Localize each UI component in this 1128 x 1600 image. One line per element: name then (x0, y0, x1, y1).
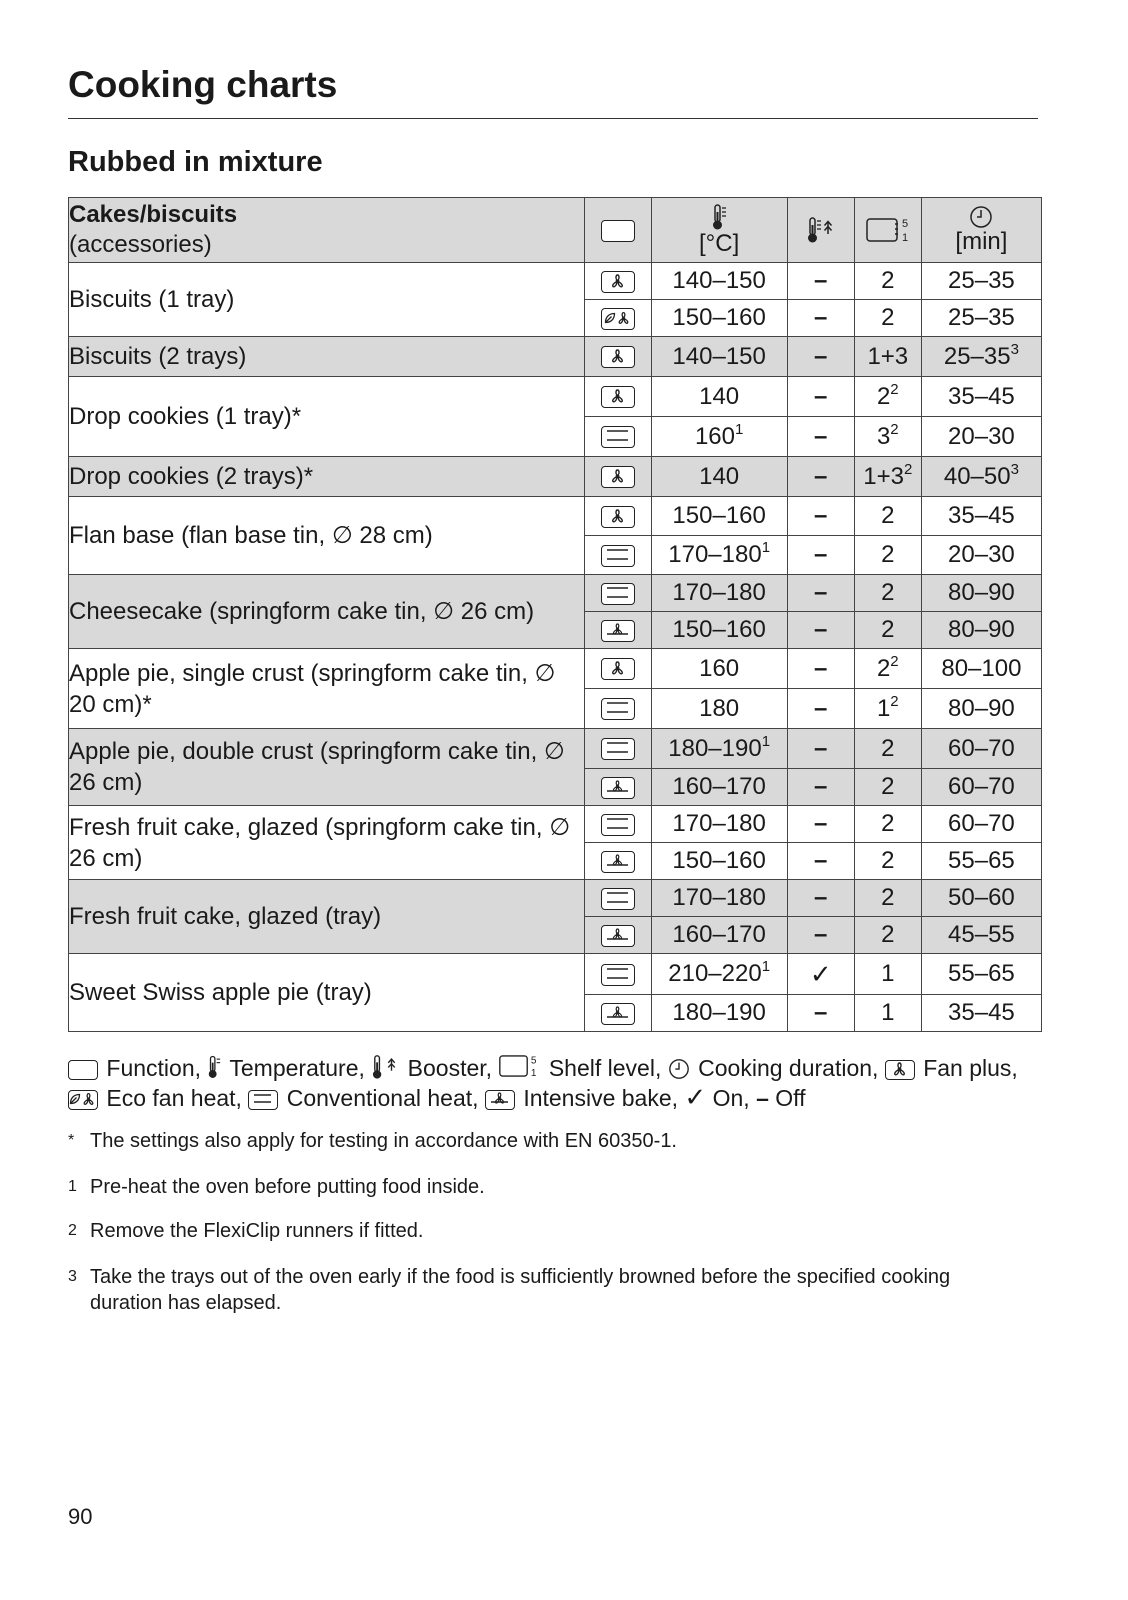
function-cell (584, 612, 651, 649)
shelf-level-cell-value: 2 (881, 616, 895, 643)
duration-cell-value: 80–90 (948, 616, 1015, 643)
booster-cell (787, 649, 854, 689)
booster-cell-value: – (814, 502, 828, 529)
booster-cell-value: – (814, 999, 828, 1026)
duration-cell (921, 689, 1041, 729)
temperature-cell-value: 170–180 (672, 579, 766, 606)
conventional-heat-icon (601, 738, 635, 760)
header-temp-unit: [°C] (699, 230, 740, 257)
intensive-bake-icon (601, 925, 635, 947)
temperature-cell (651, 769, 787, 806)
duration-cell (921, 300, 1041, 337)
footnote-text: Remove the FlexiClip runners if fitted. (90, 1220, 424, 1242)
food-name-cell: Drop cookies (1 tray)* (69, 377, 585, 457)
legend-cooking-duration: Cooking duration, (698, 1055, 879, 1081)
footnote-ref: 1 (761, 732, 771, 750)
footnote-mark: * (68, 1132, 75, 1149)
cooking-chart-table (68, 197, 1042, 1032)
duration-cell (921, 337, 1041, 377)
page-number: 90 (68, 1504, 93, 1529)
fan-plus-icon (601, 466, 635, 488)
duration-cell (921, 880, 1041, 917)
function-cell (584, 806, 651, 843)
food-name-cell: Apple pie, single crust (springform cake tin, ∅ 20 cm)* (69, 649, 585, 729)
function-cell (584, 263, 651, 300)
header-booster (787, 198, 854, 263)
duration-cell-value: 80–90 (948, 694, 1015, 722)
duration-cell (921, 612, 1041, 649)
legend-conventional-heat: Conventional heat, (286, 1085, 479, 1111)
shelf-level-cell (854, 880, 921, 917)
table-row (69, 377, 1042, 417)
function-cell (584, 497, 651, 536)
booster-cell-value: – (814, 847, 828, 874)
shelf-level-icon (865, 215, 911, 245)
shelf-level-cell-value: 1+3 (867, 342, 909, 370)
booster-cell-value: – (814, 616, 828, 643)
booster-cell-value: – (814, 422, 828, 450)
food-name-cell: Biscuits (1 tray) (69, 263, 585, 337)
food-name-cell: Flan base (flan base tin, ∅ 28 cm) (69, 497, 585, 575)
footnote-mark: 1 (68, 1178, 77, 1195)
booster-cell-value: – (814, 462, 828, 490)
booster-cell (787, 995, 854, 1032)
clock-icon (969, 205, 993, 229)
shelf-level-cell-value: 2 (881, 773, 895, 800)
shelf-level-cell (854, 843, 921, 880)
duration-cell-value: 20–30 (948, 541, 1015, 568)
footnote-1 (68, 1174, 1008, 1200)
legend-shelf-top-number: 5 (531, 1055, 537, 1067)
temperature-cell-value: 140–150 (672, 267, 766, 294)
food-name-cell: Sweet Swiss apple pie (tray) (69, 954, 585, 1032)
temperature-cell (651, 995, 787, 1032)
shelf-level-cell (854, 769, 921, 806)
footnote-ref: 2 (890, 380, 899, 398)
shelf-level-cell-value: 2 (876, 654, 891, 682)
table-row (69, 806, 1042, 843)
intensive-bake-icon (601, 851, 635, 873)
header-food-title: Cakes/biscuits (69, 201, 238, 228)
table-row (69, 649, 1042, 689)
function-cell (584, 417, 651, 457)
shelf-level-cell-value: 2 (881, 734, 895, 762)
temperature-cell (651, 263, 787, 300)
conventional-heat-icon (601, 888, 635, 910)
temperature-cell (651, 497, 787, 536)
booster-cell (787, 954, 854, 995)
shelf-level-cell-value: 3 (876, 422, 891, 450)
temperature-cell-value: 170–180 (672, 810, 766, 837)
booster-cell-value: – (814, 734, 828, 762)
duration-cell (921, 457, 1041, 497)
booster-icon (806, 216, 836, 244)
footnote-text: Pre-heat the oven before putting food inside. (90, 1176, 485, 1198)
temperature-cell-value: 180–190 (672, 999, 766, 1026)
conventional-heat-icon (601, 426, 635, 448)
conventional-heat-icon (601, 964, 635, 986)
duration-cell (921, 954, 1041, 995)
booster-cell-value: – (814, 267, 828, 294)
temperature-cell-value: 210–220 (668, 960, 762, 987)
title-divider (68, 118, 1038, 119)
function-cell (584, 649, 651, 689)
footnote-mark: 2 (68, 1222, 77, 1239)
temperature-cell-value: 140–150 (672, 342, 766, 370)
duration-cell (921, 843, 1041, 880)
table-row (69, 457, 1042, 497)
temperature-cell (651, 612, 787, 649)
temperature-cell-value: 160–170 (672, 773, 766, 800)
fan-plus-icon (601, 658, 635, 680)
food-name-cell: Cheesecake (springform cake tin, ∅ 26 cm) (69, 575, 585, 649)
temperature-cell (651, 954, 787, 995)
eco-fan-heat-icon (601, 308, 635, 330)
table-header-row (69, 198, 1042, 263)
function-cell (584, 337, 651, 377)
temperature-cell (651, 689, 787, 729)
header-time-unit: [min] (955, 228, 1008, 255)
booster-cell-value: – (814, 541, 828, 568)
conventional-heat-icon (601, 545, 635, 567)
booster-cell-value: ✓ (809, 958, 832, 989)
duration-cell-value: 60–70 (948, 810, 1015, 837)
function-icon (601, 220, 635, 242)
duration-cell (921, 497, 1041, 536)
duration-cell (921, 417, 1041, 457)
duration-cell-value: 80–100 (941, 654, 1022, 682)
conventional-heat-icon (601, 698, 635, 720)
food-name-cell: Fresh fruit cake, glazed (springform cake tin, ∅ 26 cm) (69, 806, 585, 880)
function-cell (584, 843, 651, 880)
header-food-subtitle: (accessories) (69, 231, 212, 258)
legend-function: Function, (106, 1055, 201, 1081)
shelf-level-cell-value: 2 (881, 304, 895, 331)
temperature-cell-value: 150–160 (672, 304, 766, 331)
table-row (69, 575, 1042, 612)
temperature-cell (651, 880, 787, 917)
duration-cell (921, 917, 1041, 954)
duration-cell-value: 40–50 (943, 462, 1011, 490)
duration-cell-value: 45–55 (948, 921, 1015, 948)
temperature-cell (651, 536, 787, 575)
temperature-cell (651, 649, 787, 689)
table-row (69, 337, 1042, 377)
function-cell (584, 880, 651, 917)
duration-cell (921, 377, 1041, 417)
booster-cell (787, 497, 854, 536)
duration-cell (921, 729, 1041, 769)
footnote-ref: 3 (1010, 340, 1019, 358)
food-name-cell: Fresh fruit cake, glazed (tray) (69, 880, 585, 954)
shelf-level-cell (854, 377, 921, 417)
temperature-cell-value: 140 (699, 462, 740, 490)
temperature-cell-value: 160 (699, 654, 740, 682)
legend-off-symbol: – (756, 1085, 769, 1111)
footnote-text: Take the trays out of the oven early if the food is sufficiently browned before the specified cooking duration has elapsed. (90, 1266, 951, 1314)
shelf-level-cell-value: 2 (881, 267, 895, 294)
booster-cell-value: – (814, 810, 828, 837)
legend (68, 1052, 1043, 1113)
thermometer-icon (207, 1054, 221, 1080)
booster-cell (787, 417, 854, 457)
shelf-level-cell (854, 954, 921, 995)
footnote-ref: 1 (734, 420, 744, 438)
booster-cell-value: – (814, 304, 828, 331)
legend-shelf-bottom-number: 1 (531, 1068, 537, 1080)
conventional-heat-icon (601, 583, 635, 605)
booster-cell-value: – (814, 884, 828, 911)
shelf-level-cell (854, 995, 921, 1032)
legend-fan-plus: Fan plus, (923, 1055, 1018, 1081)
temperature-cell-value: 170–180 (672, 884, 766, 911)
temperature-cell-value: 160 (694, 422, 735, 450)
function-cell (584, 954, 651, 995)
legend-intensive-bake: Intensive bake, (523, 1085, 679, 1111)
shelf-level-cell-value: 2 (881, 884, 895, 911)
footnote-asterisk (68, 1128, 1008, 1154)
header-function (584, 198, 651, 263)
shelf-level-cell-value: 2 (881, 810, 895, 837)
shelf-level-cell (854, 263, 921, 300)
function-cell (584, 917, 651, 954)
temperature-cell (651, 729, 787, 769)
shelf-level-cell (854, 729, 921, 769)
temperature-cell (651, 300, 787, 337)
duration-cell-value: 20–30 (948, 422, 1015, 450)
duration-cell-value: 50–60 (948, 884, 1015, 911)
footnote-text: The settings also apply for testing in accordance with EN 60350-1. (90, 1130, 677, 1152)
shelf-top-number: 5 (901, 218, 908, 230)
fan-plus-icon (601, 386, 635, 408)
booster-icon (371, 1054, 399, 1080)
shelf-level-cell (854, 575, 921, 612)
booster-cell (787, 806, 854, 843)
duration-cell-value: 25–35 (948, 267, 1015, 294)
function-cell (584, 995, 651, 1032)
header-duration (921, 198, 1041, 263)
booster-cell (787, 917, 854, 954)
temperature-cell-value: 150–160 (672, 616, 766, 643)
booster-cell-value: – (814, 342, 828, 370)
duration-cell (921, 769, 1041, 806)
temperature-cell (651, 917, 787, 954)
table-row (69, 263, 1042, 300)
function-cell (584, 457, 651, 497)
intensive-bake-icon (601, 777, 635, 799)
header-temperature (651, 198, 787, 263)
shelf-level-cell (854, 806, 921, 843)
duration-cell-value: 60–70 (948, 734, 1015, 762)
food-name-cell: Biscuits (2 trays) (69, 337, 585, 377)
header-shelf-level (854, 198, 921, 263)
booster-cell (787, 536, 854, 575)
function-cell (584, 536, 651, 575)
temperature-cell (651, 377, 787, 417)
duration-cell (921, 649, 1041, 689)
legend-eco-fan-heat: Eco fan heat, (106, 1085, 242, 1111)
booster-cell-value: – (814, 773, 828, 800)
booster-cell (787, 457, 854, 497)
fan-plus-icon (601, 506, 635, 528)
footnote-ref: 1 (761, 539, 771, 556)
table-row (69, 954, 1042, 995)
shelf-level-cell-value: 1 (881, 960, 895, 987)
thermometer-icon (711, 203, 727, 231)
shelf-level-cell (854, 612, 921, 649)
booster-cell (787, 729, 854, 769)
duration-cell (921, 995, 1041, 1032)
shelf-level-cell (854, 337, 921, 377)
fan-plus-icon (601, 271, 635, 293)
booster-cell (787, 337, 854, 377)
fan-plus-icon (601, 346, 635, 368)
temperature-cell-value: 140 (699, 382, 740, 410)
temperature-cell (651, 575, 787, 612)
footnote-ref: 1 (761, 958, 771, 975)
booster-cell (787, 612, 854, 649)
food-name-cell: Drop cookies (2 trays)* (69, 457, 585, 497)
temperature-cell (651, 843, 787, 880)
booster-cell-value: – (814, 654, 828, 682)
booster-cell (787, 300, 854, 337)
duration-cell-value: 55–65 (948, 847, 1015, 874)
duration-cell (921, 575, 1041, 612)
shelf-level-cell-value: 2 (881, 921, 895, 948)
footnote-2 (68, 1218, 1008, 1244)
booster-cell (787, 880, 854, 917)
food-name-cell: Apple pie, double crust (springform cake tin, ∅ 26 cm) (69, 729, 585, 806)
table-row (69, 880, 1042, 917)
intensive-bake-icon (601, 620, 635, 642)
booster-cell (787, 263, 854, 300)
function-cell (584, 300, 651, 337)
shelf-level-cell-value: 1 (876, 694, 891, 722)
duration-cell-value: 35–45 (948, 382, 1015, 410)
shelf-level-cell (854, 917, 921, 954)
temperature-cell (651, 417, 787, 457)
legend-off: Off (775, 1085, 806, 1111)
duration-cell-value: 25–35 (943, 342, 1011, 370)
temperature-cell (651, 337, 787, 377)
footnote-ref: 2 (890, 420, 899, 438)
shelf-level-icon (498, 1052, 540, 1080)
duration-cell-value: 35–45 (948, 502, 1015, 529)
shelf-level-cell-value: 1+3 (863, 462, 904, 490)
legend-on-symbol: ✓ (684, 1082, 707, 1112)
function-cell (584, 689, 651, 729)
function-cell (584, 575, 651, 612)
function-icon (68, 1060, 98, 1080)
duration-cell-value: 60–70 (948, 773, 1015, 800)
footnote-ref: 2 (903, 460, 913, 478)
booster-cell (787, 689, 854, 729)
booster-cell-value: – (814, 382, 828, 410)
duration-cell (921, 536, 1041, 575)
shelf-level-cell-value: 2 (881, 579, 895, 606)
temperature-cell-value: 180–190 (668, 734, 762, 762)
duration-cell (921, 263, 1041, 300)
shelf-level-cell-value: 1 (881, 999, 895, 1026)
duration-cell-value: 25–35 (948, 304, 1015, 331)
intensive-bake-icon (601, 1003, 635, 1025)
shelf-level-cell (854, 417, 921, 457)
footnote-ref: 3 (1010, 460, 1019, 478)
shelf-level-cell (854, 649, 921, 689)
duration-cell-value: 80–90 (948, 579, 1015, 606)
booster-cell-value: – (814, 579, 828, 606)
intensive-bake-icon (485, 1090, 515, 1110)
footnote-3 (68, 1264, 1008, 1316)
section-title: Rubbed in mixture (68, 146, 323, 178)
shelf-level-cell (854, 497, 921, 536)
eco-fan-heat-icon (68, 1090, 98, 1110)
footnote-ref: 2 (890, 652, 899, 670)
footnote-mark: 3 (68, 1268, 77, 1285)
temperature-cell-value: 170–180 (668, 541, 762, 568)
booster-cell (787, 769, 854, 806)
temperature-cell-value: 160–170 (672, 921, 766, 948)
temperature-cell-value: 150–160 (672, 502, 766, 529)
booster-cell-value: – (814, 921, 828, 948)
shelf-level-cell-value: 2 (881, 847, 895, 874)
page-title: Cooking charts (68, 64, 338, 105)
shelf-level-cell (854, 536, 921, 575)
temperature-cell (651, 806, 787, 843)
conventional-heat-icon (601, 814, 635, 836)
conventional-heat-icon (248, 1090, 278, 1110)
legend-temperature: Temperature, (229, 1055, 365, 1081)
booster-cell (787, 843, 854, 880)
fan-plus-icon (885, 1060, 915, 1080)
table-row (69, 729, 1042, 769)
header-food (69, 198, 585, 263)
legend-shelf-level: Shelf level, (548, 1055, 662, 1081)
shelf-level-cell-value: 2 (881, 502, 895, 529)
duration-cell (921, 806, 1041, 843)
shelf-level-cell-value: 2 (881, 541, 895, 568)
footnote-ref: 2 (890, 692, 899, 710)
function-cell (584, 769, 651, 806)
temperature-cell (651, 457, 787, 497)
function-cell (584, 729, 651, 769)
shelf-level-cell-value: 2 (876, 382, 891, 410)
temperature-cell-value: 180 (699, 694, 740, 722)
legend-on: On, (712, 1085, 750, 1111)
duration-cell-value: 55–65 (948, 960, 1015, 987)
shelf-level-cell (854, 300, 921, 337)
legend-booster: Booster, (407, 1055, 493, 1081)
clock-icon (668, 1058, 690, 1080)
shelf-bottom-number: 1 (901, 232, 908, 244)
temperature-cell-value: 150–160 (672, 847, 766, 874)
booster-cell (787, 575, 854, 612)
function-cell (584, 377, 651, 417)
shelf-level-cell (854, 457, 921, 497)
booster-cell (787, 377, 854, 417)
duration-cell-value: 35–45 (948, 999, 1015, 1026)
table-row (69, 497, 1042, 536)
booster-cell-value: – (814, 694, 828, 722)
shelf-level-cell (854, 689, 921, 729)
